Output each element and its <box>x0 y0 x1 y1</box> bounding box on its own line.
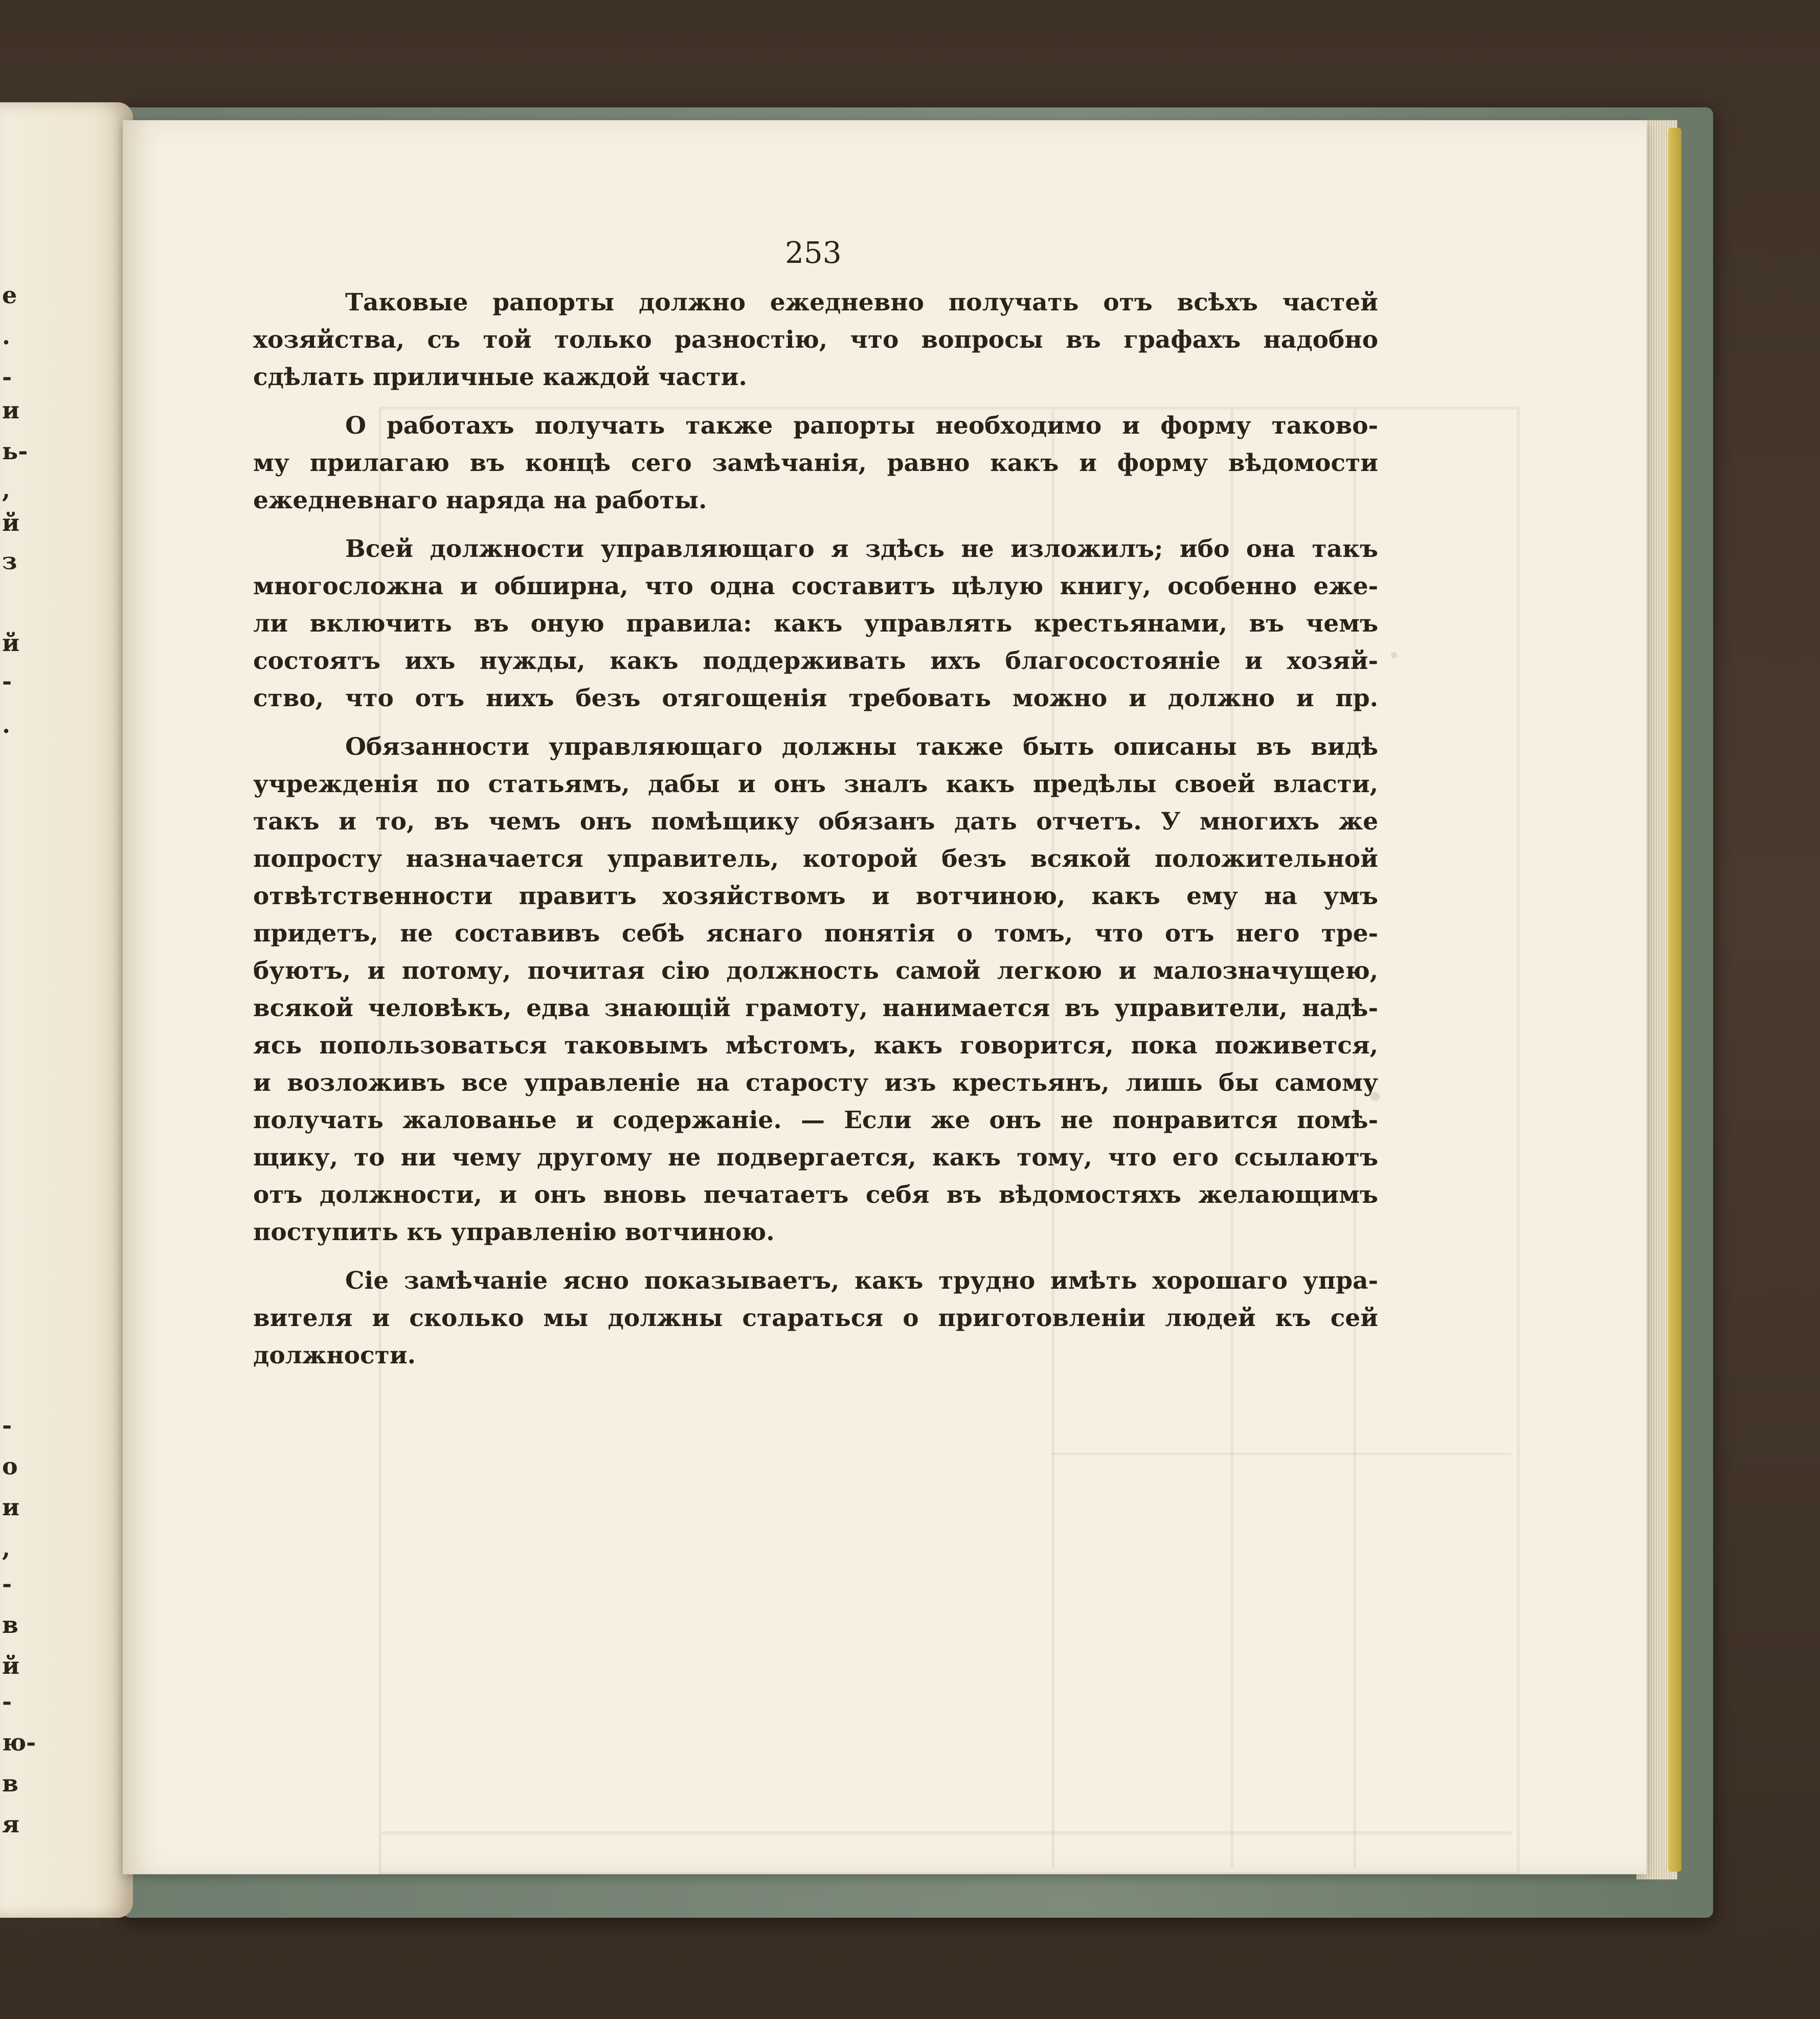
text-line: попросту назначается управитель, которой безъ всякой положительной <box>253 845 1378 873</box>
text-line: состоятъ ихъ нужды, какъ поддерживать ихъ благосостояніе и хозяй- <box>253 647 1378 675</box>
text-column <box>253 284 1378 1385</box>
left-page-fragment: . <box>2 322 11 350</box>
text-line: вителя и сколько мы должны стараться о приготовленіи людей къ сей <box>253 1304 1378 1332</box>
text-line: щику, то ни чему другому не подвергается, какъ тому, что его ссылаютъ <box>253 1143 1378 1172</box>
paragraph <box>253 530 1378 717</box>
gilt-edge <box>1668 128 1681 1872</box>
left-page-fragment: - <box>2 1570 12 1598</box>
left-page-fragment: и <box>2 396 20 424</box>
paragraph <box>253 284 1378 396</box>
left-page-fragment: й <box>2 1652 20 1679</box>
left-page-fragment: - <box>2 1411 12 1439</box>
text-line: поступить къ управленію вотчиною. <box>253 1218 775 1246</box>
text-line: учрежденія по статьямъ, дабы и онъ зналъ какъ предѣлы своей власти, <box>253 770 1378 798</box>
paragraph <box>253 407 1378 519</box>
text-line: му прилагаю въ концѣ сего замѣчанія, равно какъ и форму вѣдомости <box>253 449 1378 477</box>
left-page-fragment: - <box>2 1688 12 1715</box>
text-line: должности. <box>253 1341 416 1370</box>
text-line: Обязанности управляющаго должны также быть описаны въ видѣ <box>345 733 1378 761</box>
left-page-fragment: ь- <box>2 437 28 465</box>
left-page-fragment: в <box>2 1611 18 1639</box>
text-line: ежедневнаго наряда на работы. <box>253 486 707 514</box>
paragraph <box>253 728 1378 1251</box>
left-page-fragment: , <box>2 476 11 503</box>
text-line: отъ должности, и онъ вновь печатаетъ себя въ вѣдомостяхъ желающимъ <box>253 1181 1378 1209</box>
text-line: и возложивъ все управленіе на старосту изъ крестьянъ, лишь бы самому <box>253 1069 1378 1097</box>
text-line: Всей должности управляющаго я здѣсь не изложилъ; ибо она такъ <box>345 535 1378 563</box>
left-page-fragment: - <box>2 363 12 391</box>
left-page-fragment: - <box>2 667 12 695</box>
text-line: хозяйства, съ той только разностію, что вопросы въ графахъ надобно <box>253 326 1378 354</box>
left-page-fragment: ю- <box>2 1729 36 1756</box>
paragraph <box>253 1262 1378 1374</box>
left-page-fragment: , <box>2 1534 11 1562</box>
text-line: отвѣтственности правитъ хозяйствомъ и вотчиною, какъ ему на умъ <box>253 882 1378 910</box>
text-line: буютъ, и потому, почитая сію должность самой легкою и малозначущею, <box>253 957 1378 985</box>
text-line: многосложна и обширна, что одна составитъ цѣлую книгу, особенно еже- <box>253 572 1378 600</box>
text-line: всякой человѣкъ, едва знающій грамоту, нанимается въ управители, надѣ- <box>253 994 1378 1022</box>
left-page-fragment: . <box>2 711 11 738</box>
left-page-fragment: й <box>2 629 20 657</box>
text-line: получать жалованье и содержаніе. — Если же онъ не понравится помѣ- <box>253 1106 1378 1134</box>
text-line: ли включить въ оную правила: какъ управлять крестьянами, въ чемъ <box>253 610 1378 638</box>
page-number: 253 <box>785 235 842 270</box>
text-line: ство, что отъ нихъ безъ отягощенія требовать можно и должно и пр. <box>253 684 1378 712</box>
left-page <box>0 102 133 1918</box>
left-page-fragment: и <box>2 1493 20 1521</box>
text-line: Таковые рапорты должно ежедневно получать отъ всѣхъ частей <box>345 288 1378 317</box>
text-line: такъ и то, въ чемъ онъ помѣщику обязанъ дать отчетъ. У многихъ же <box>253 807 1378 836</box>
left-page-fragment: о <box>2 1452 18 1480</box>
text-line: Сіе замѣчаніе ясно показываетъ, какъ трудно имѣть хорошаго упра- <box>345 1267 1378 1295</box>
left-page-fragment: й <box>2 509 20 536</box>
left-page-fragment: я <box>2 1810 19 1838</box>
left-page-fragment: е <box>2 281 17 309</box>
foxing-spot <box>1391 652 1397 658</box>
text-line: придетъ, не составивъ себѣ яснаго понятія о томъ, что отъ него тре- <box>253 919 1378 948</box>
text-line: ясь попользоваться таковымъ мѣстомъ, какъ говорится, пока поживется, <box>253 1031 1378 1060</box>
text-line: сдѣлать приличные каждой части. <box>253 363 747 391</box>
left-page-fragment: в <box>2 1769 18 1797</box>
text-line: О работахъ получать также рапорты необходимо и форму таково- <box>345 412 1378 440</box>
left-page-fragment: з <box>2 547 17 575</box>
